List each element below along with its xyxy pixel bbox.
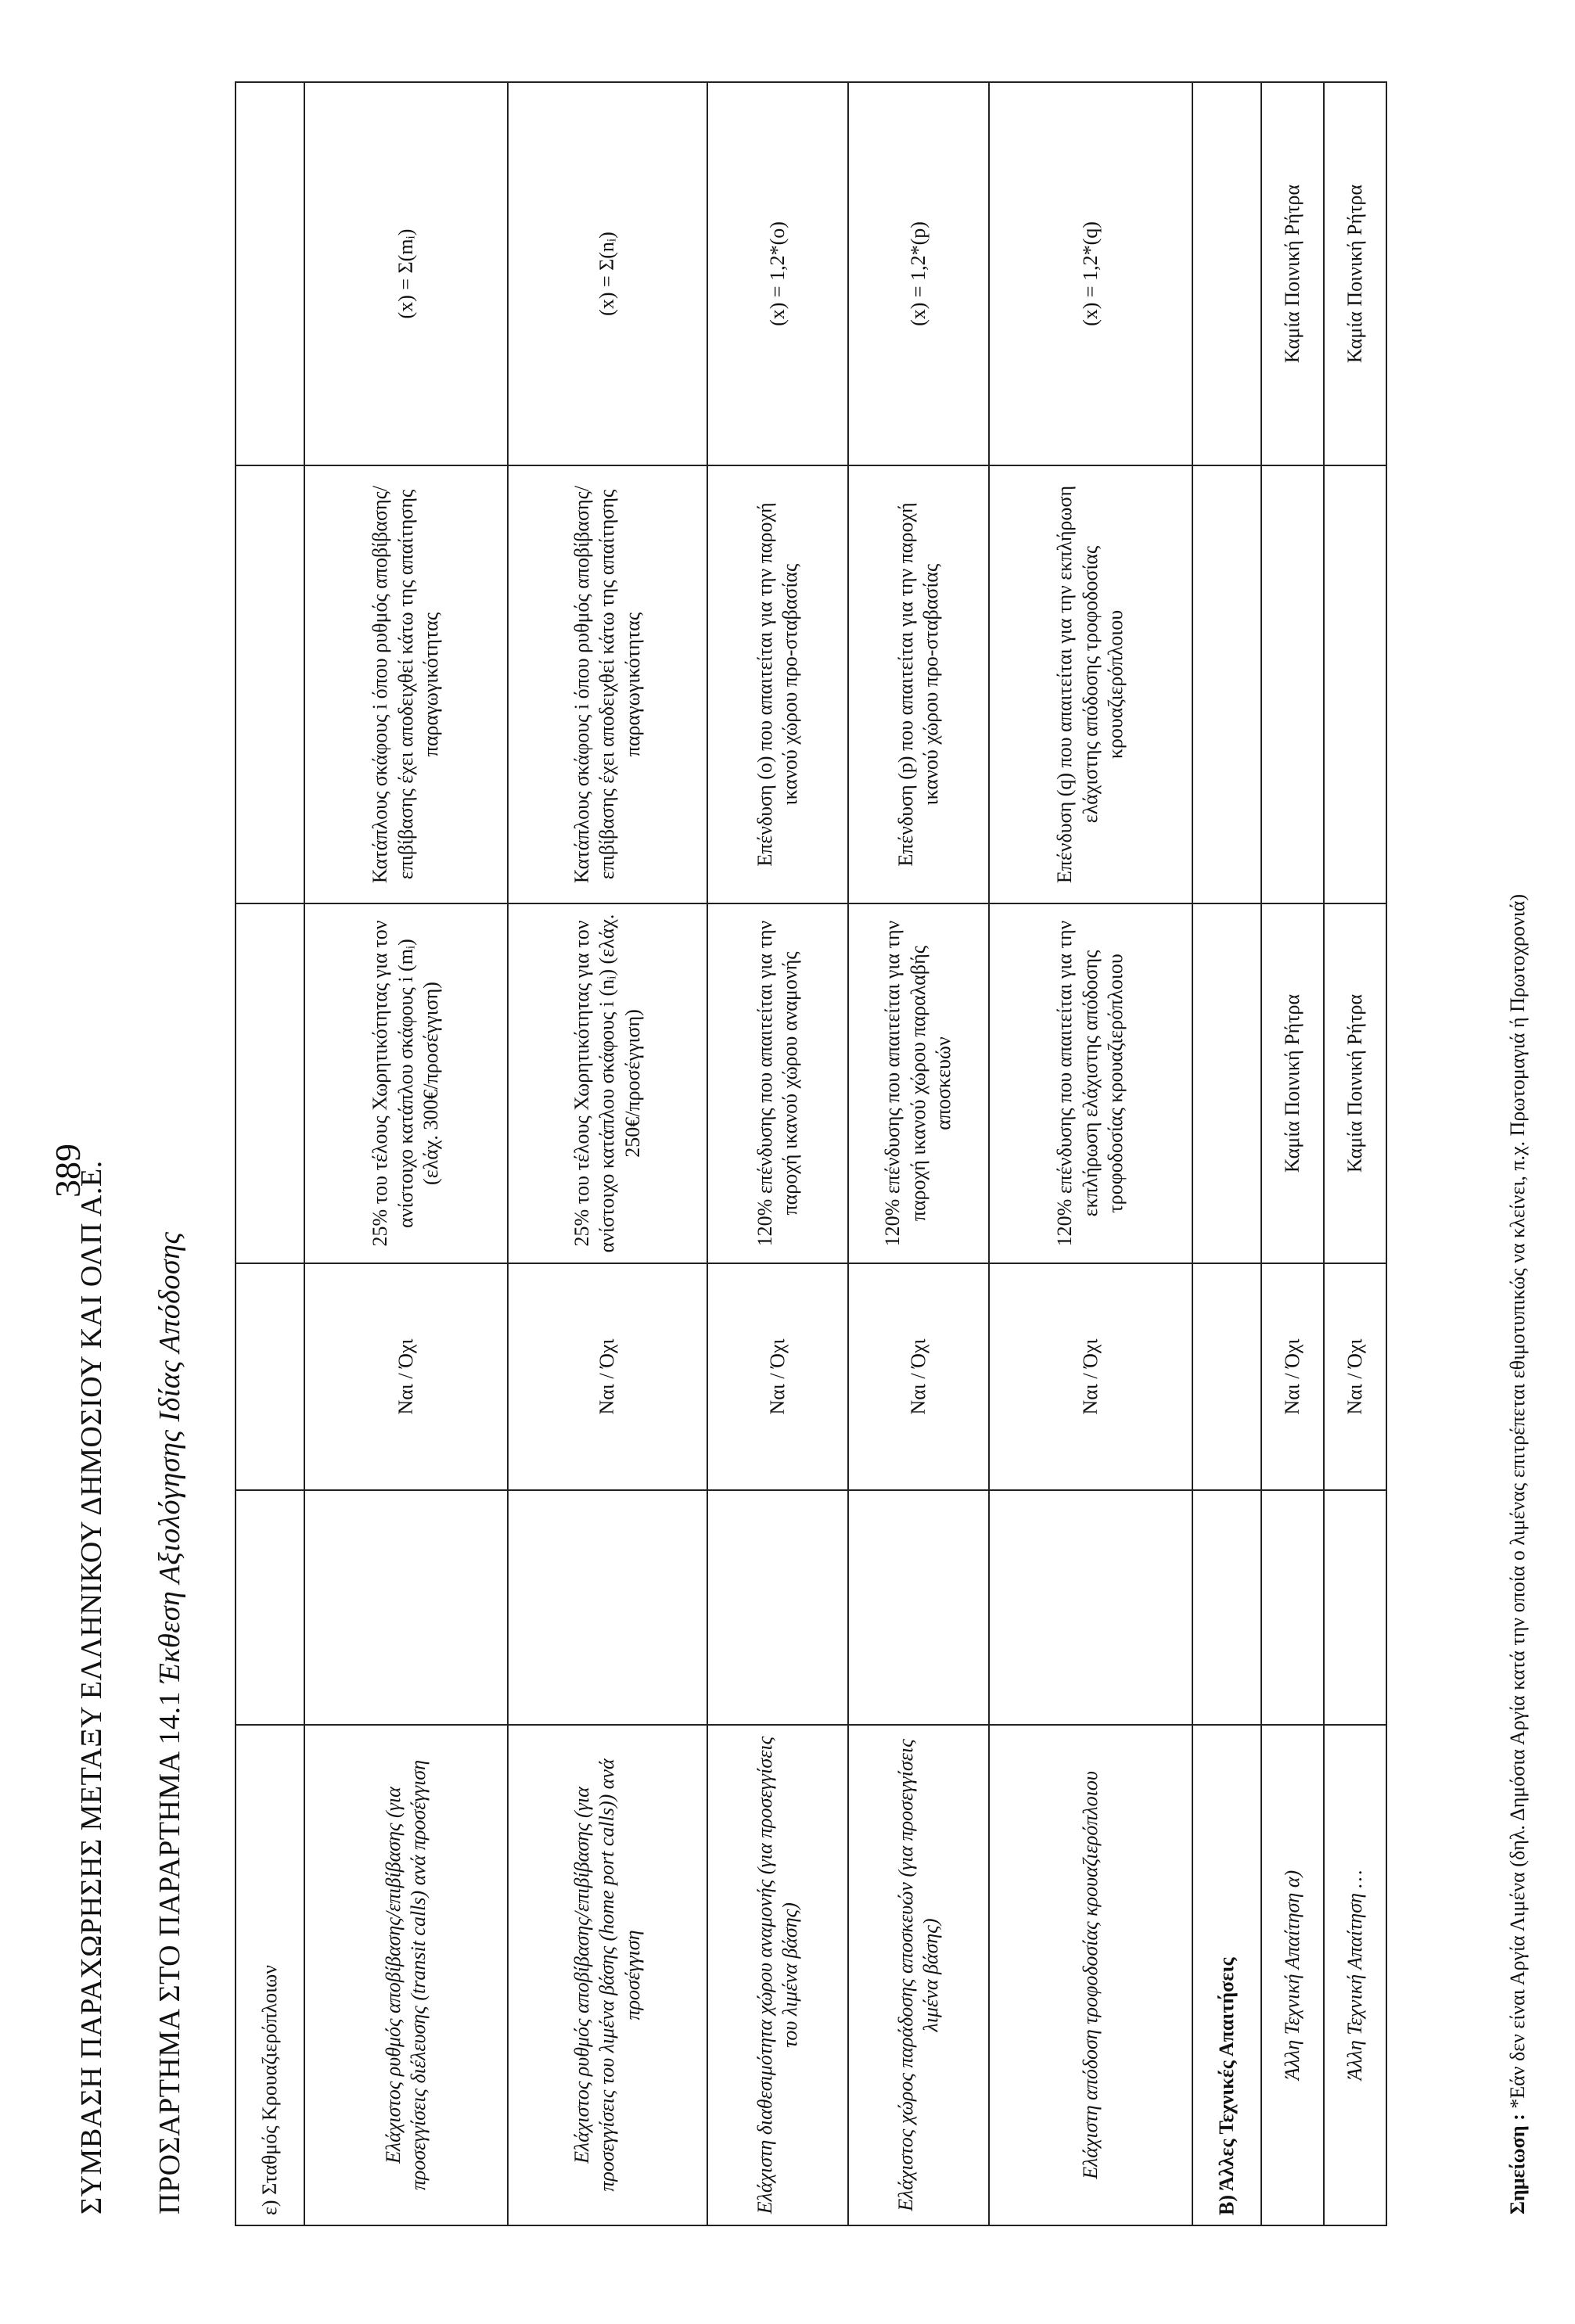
penalty-cell: 120% επένδυσης που απαιτείται για την παροχή ικανού χώρου παραλαβής αποσκευών	[848, 903, 989, 1263]
penalty-cell: Καμία Ποινική Ρήτρα	[1324, 903, 1386, 1263]
penalty-cell: 120% επένδυσης που απαιτείται για την παροχή ικανού χώρου αναμονής	[707, 903, 848, 1263]
yes-no-cell: Ναι / Όχι	[989, 1263, 1192, 1490]
table-cell	[707, 1490, 848, 1725]
footnote-label: Σημείωση :	[1506, 2114, 1529, 2214]
table-cell	[236, 465, 304, 903]
requirement-cell: Ελάχιστη διαθεσιμότητα χώρου αναμονής (για προσεγγίσεις του λιμένα βάσης)	[707, 1725, 848, 2225]
table-cell	[236, 903, 304, 1263]
document-subtitle	[153, 1232, 187, 2214]
table-cell	[1192, 1490, 1261, 1725]
table-row	[508, 82, 707, 2225]
requirement-cell: Ελάχιστος ρυθμός αποβίβασης/επιβίβασης (για προσεγγίσεις διέλευσης (transit calls) ανά προσέγγιση	[304, 1725, 508, 2225]
table-cell	[236, 1490, 304, 1725]
basis-cell: Επένδυση (o) που απαιτείται για την παροχή ικανού χώρου προ-σταβασίας	[707, 465, 848, 903]
yes-no-cell: Ναι / Όχι	[848, 1263, 989, 1490]
table-cell	[1192, 82, 1261, 465]
basis-cell	[1324, 465, 1386, 903]
document-title: ΣΥΜΒΑΣΗ ΠΑΡΑΧΩΡΗΣΗΣ ΜΕΤΑΞΥ ΕΛΛΗΝΙΚΟΥ ΔΗΜΟΣΙΟΥ ΚΑΙ ΟΛΠ Α.Ε.	[75, 1160, 108, 2214]
table-row	[236, 82, 304, 2225]
footnote-text: *Εάν δεν είναι Αργία Λιμένα (δηλ. Δημόσια Αργία κατά την οποία ο λιμένας επιτρέπεται εθιμοτυπικώς να κλείνει, π.χ. Πρωτομαγιά ή Πρωτοχρονιά)	[1506, 893, 1529, 2109]
basis-cell: Επένδυση (p) που απαιτείται για την παροχή ικανού χώρου προ-σταβασίας	[848, 465, 989, 903]
basis-cell: Κατάπλους σκάφους i όπου ρυθμός αποβίβασης/επιβίβασης έχει αποδειχθεί κάτω της απαίτησης παραγωγικότητας	[508, 465, 707, 903]
penalty-cell: 25% του τέλους Χωρητικότητας για τον ανίστοιχο κατάπλου σκάφους i (nᵢ) (ελάχ. 250€/προσέγγιση)	[508, 903, 707, 1263]
requirement-cell: Ελάχιστος χώρος παράδοσης αποσκευών (για προσεγγίσεις λιμένα βάσης)	[848, 1725, 989, 2225]
formula-cell: (x) = 1,2*(p)	[848, 82, 989, 465]
penalty-cell: Καμία Ποινική Ρήτρα	[1261, 903, 1324, 1263]
basis-cell: Επένδυση (q) που απαιτείται για την εκπλήρωση ελάχιστης απόδοσης τροφοδοσίας κρουαζιερόπλοιου	[989, 465, 1192, 903]
page-number: 389	[48, 1144, 88, 1198]
table-row	[304, 82, 508, 2225]
subtitle-italic: Έκθεση Αξιολόγησης Ιδίας Απόδοσης	[153, 1231, 186, 1683]
basis-cell	[1261, 465, 1324, 903]
formula-cell: (x) = 1,2*(o)	[707, 82, 848, 465]
table-cell	[304, 1490, 508, 1725]
formula-cell: (x) = Σ(mᵢ)	[304, 82, 508, 465]
yes-no-cell: Ναι / Όχι	[707, 1263, 848, 1490]
table-cell	[236, 82, 304, 465]
subtitle-prefix: ΠΡΟΣΑΡΤΗΜΑ ΣΤΟ ΠΑΡΑΡΤΗΜΑ 14.1	[153, 1690, 186, 2214]
formula-cell: Καμία Ποινική Ρήτρα	[1261, 82, 1324, 465]
table-row	[1261, 82, 1324, 2225]
requirement-cell: Άλλη Τεχνική Απαίτηση …	[1324, 1725, 1386, 2225]
table-cell	[236, 1263, 304, 1490]
yes-no-cell: Ναι / Όχι	[1324, 1263, 1386, 1490]
formula-cell: Καμία Ποινική Ρήτρα	[1324, 82, 1386, 465]
table-row	[1192, 82, 1261, 2225]
table-cell	[1192, 903, 1261, 1263]
requirement-cell: Άλλη Τεχνική Απαίτηση α)	[1261, 1725, 1324, 2225]
requirements-table	[235, 81, 1387, 2226]
table-row	[1324, 82, 1386, 2225]
formula-cell: (x) = 1,2*(q)	[989, 82, 1192, 465]
table-cell	[1324, 1490, 1386, 1725]
requirement-cell: Ελάχιστη απόδοση τροφοδοσίας κρουαζιερόπλοιου	[989, 1725, 1192, 2225]
penalty-cell: 25% του τέλους Χωρητικότητας για τον ανίστοιχο κατάπλου σκάφους i (mᵢ) (ελάχ. 300€/προσέγγιση)	[304, 903, 508, 1263]
requirement-cell: Ελάχιστος ρυθμός αποβίβασης/επιβίβασης (για προσεγγίσεις του λιμένα βάσης (home port calls)) ανά προσέγγιση	[508, 1725, 707, 2225]
yes-no-cell: Ναι / Όχι	[1261, 1263, 1324, 1490]
section-cell: ε) Σταθμός Κρουαζιερόπλοιων	[236, 1725, 304, 2225]
table-row	[989, 82, 1192, 2225]
yes-no-cell: Ναι / Όχι	[508, 1263, 707, 1490]
table-row	[707, 82, 848, 2225]
table-cell	[1261, 1490, 1324, 1725]
formula-cell: (x) = Σ(nᵢ)	[508, 82, 707, 465]
table-cell	[848, 1490, 989, 1725]
basis-cell: Κατάπλους σκάφους i όπου ρυθμός αποβίβασης/επιβίβασης έχει αποδειχθεί κάτω της απαίτησης παραγωγικότητας	[304, 465, 508, 903]
table-cell	[1192, 1263, 1261, 1490]
section-cell: Β) Άλλες Τεχνικές Απαιτήσεις	[1192, 1725, 1261, 2225]
table-cell	[1192, 465, 1261, 903]
penalty-cell: 120% επένδυσης που απαιτείται για την εκπλήρωση ελάχιστης απόδοσης τροφοδοσίας κρουαζιερόπλοιου	[989, 903, 1192, 1263]
footnote	[1506, 894, 1530, 2214]
table-cell	[989, 1490, 1192, 1725]
yes-no-cell: Ναι / Όχι	[304, 1263, 508, 1490]
table-row	[848, 82, 989, 2225]
table-cell	[508, 1490, 707, 1725]
